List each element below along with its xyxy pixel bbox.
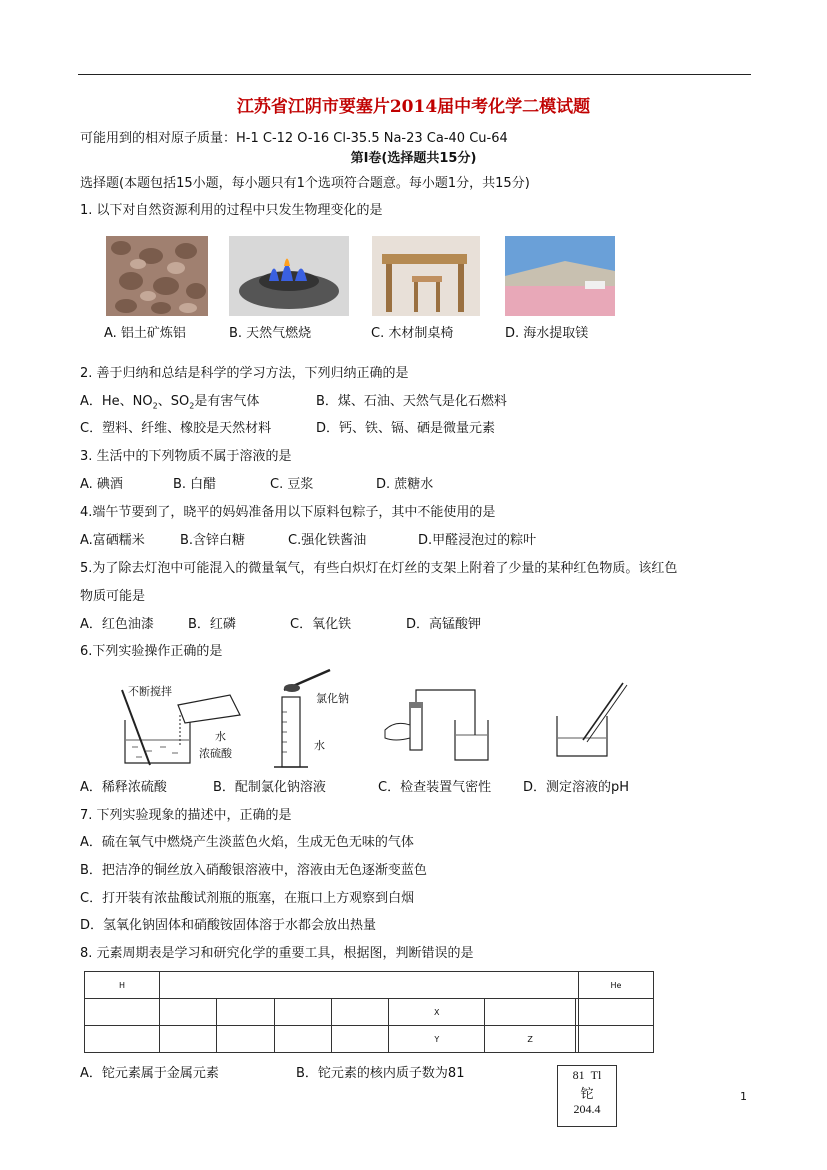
- q1-caption-c: C. 木材制桌椅: [371, 326, 454, 341]
- pt-cell: [85, 999, 160, 1026]
- q1-caption-a: A. 铝土矿炼铝: [104, 326, 186, 341]
- pt-cell-gap: [159, 972, 578, 999]
- q6-option-a: A．稀释浓硫酸: [80, 780, 167, 795]
- stir-label: 不断搅拌: [128, 685, 172, 698]
- q4-option-b: B.含锌白糖: [180, 533, 246, 548]
- section-title: 第Ⅰ卷(选择题共15分): [350, 151, 477, 166]
- q2-a-mid: 、SO: [157, 394, 190, 409]
- q5-option-c: C．氧化铁: [290, 617, 352, 632]
- thallium-symbol: Tl: [590, 1068, 602, 1082]
- q2-a-sub2: 2: [189, 401, 195, 411]
- instructions: 选择题(本题包括15小题，每小题只有1个选项符合题意。每小题1分，共15分): [80, 176, 530, 191]
- acid-label: 浓硫酸: [199, 747, 232, 760]
- q7-option-c: C．打开装有浓盐酸试剂瓶的瓶塞，在瓶口上方观察到白烟: [80, 891, 415, 906]
- q8-option-a: A．铊元素属于金属元素: [80, 1066, 219, 1081]
- pt-cell: [217, 1026, 274, 1053]
- q3-option-d: D. 蔗糖水: [376, 477, 434, 492]
- bauxite-photo: [106, 236, 208, 316]
- pt-cell: [578, 1026, 653, 1053]
- q4-option-a: A.富硒糯米: [80, 533, 145, 548]
- pt-cell-x: X: [389, 999, 485, 1026]
- pt-cell: [159, 999, 216, 1026]
- q2-a-suffix: 是有害气体: [194, 394, 260, 409]
- pt-cell-z: Z: [485, 1026, 575, 1053]
- thallium-mass: 204.4: [573, 1102, 601, 1116]
- q7-option-d: D．氢氧化钠固体和硝酸铵固体溶于水都会放出热量: [80, 918, 377, 933]
- header-rule: [78, 74, 751, 75]
- wooden-furniture-photo: [372, 236, 480, 316]
- pt-cell: [217, 999, 274, 1026]
- q6-stem: 6.下列实验操作正确的是: [80, 644, 223, 659]
- q2-a-sub1: 2: [152, 401, 158, 411]
- water-label-a: 水: [215, 730, 226, 743]
- q5-stem-line1: 5.为了除去灯泡中可能混入的微量氧气，有些白炽灯在灯丝的支架上附着了少量的某种红色物质。该红色: [80, 561, 678, 576]
- q6-option-b: B．配制氯化钠溶液: [213, 780, 326, 795]
- nacl-cylinder-diagram: [270, 662, 350, 772]
- q2-option-a: [80, 390, 259, 411]
- q6-option-d: D．测定溶液的pH: [523, 780, 630, 795]
- q2-a-prefix: A．He、NO: [80, 394, 153, 409]
- q8-stem: 8. 元素周期表是学习和研究化学的重要工具，根据图，判断错误的是: [80, 946, 474, 961]
- pt-cell-he: He: [578, 972, 653, 999]
- q6-option-c: C．检查装置气密性: [378, 780, 492, 795]
- q2-stem: 2. 善于归纳和总结是科学的学习方法，下列归纳正确的是: [80, 366, 409, 381]
- q1-caption-d: D. 海水提取镁: [505, 326, 589, 341]
- q4-option-d: D.甲醛浸泡过的粽叶: [418, 533, 537, 548]
- q4-stem: 4.端午节要到了，晓平的妈妈准备用以下原料包粽子，其中不能使用的是: [80, 505, 496, 520]
- pt-cell-h: H: [85, 972, 160, 999]
- pt-cell: [274, 999, 331, 1026]
- nacl-label: 氯化钠: [316, 692, 349, 705]
- q1-caption-b: B. 天然气燃烧: [229, 326, 312, 341]
- thallium-number: 81: [572, 1068, 585, 1082]
- q3-option-c: C. 豆浆: [270, 477, 314, 492]
- q5-option-d: D．高锰酸钾: [406, 617, 482, 632]
- q1-stem: 1. 以下对自然资源利用的过程中只发生物理变化的是: [80, 203, 383, 218]
- periodic-table-fragment: [84, 971, 654, 1053]
- pt-cell: [274, 1026, 331, 1053]
- q2-option-c: C．塑料、纤维、橡胶是天然材料: [80, 421, 272, 436]
- q8-option-b: B．铊元素的核内质子数为81: [296, 1066, 465, 1081]
- pt-cell: [485, 999, 575, 1026]
- pt-cell: [85, 1026, 160, 1053]
- q4-option-c: C.强化铁酱油: [288, 533, 367, 548]
- seawater-photo: [505, 236, 615, 316]
- q2-option-b: B．煤、石油、天然气是化石燃料: [316, 394, 507, 409]
- q3-option-b: B. 白醋: [173, 477, 217, 492]
- page-title: 江苏省江阴市要塞片2014届中考化学二模试题: [236, 97, 591, 117]
- q5-stem-line2: 物质可能是: [80, 589, 146, 604]
- q7-option-a: A．硫在氧气中燃烧产生淡蓝色火焰，生成无色无味的气体: [80, 835, 414, 850]
- q5-option-b: B．红磷: [188, 617, 236, 632]
- thallium-name: 铊: [580, 1087, 594, 1102]
- gas-flame-photo: [229, 236, 349, 316]
- ph-test-diagram: [545, 678, 635, 768]
- pt-cell-y: Y: [389, 1026, 485, 1053]
- water-label-b: 水: [314, 739, 325, 752]
- q3-stem: 3. 生活中的下列物质不属于溶液的是: [80, 449, 292, 464]
- q5-option-a: A．红色油漆: [80, 617, 154, 632]
- q7-stem: 7. 下列实验现象的描述中，正确的是: [80, 808, 292, 823]
- thallium-element-box: [557, 1065, 617, 1127]
- atomic-masses: 可能用到的相对原子质量：H-1 C-12 O-16 Cl-35.5 Na-23 Ca-40 Cu-64: [80, 131, 508, 146]
- airtightness-diagram: [380, 680, 490, 770]
- pt-cell: [578, 999, 653, 1026]
- q2-option-d: D．钙、铁、镉、硒是微量元素: [316, 421, 496, 436]
- page-number: 1: [740, 1090, 747, 1103]
- q7-option-b: B．把洁净的铜丝放入硝酸银溶液中，溶液由无色逐渐变蓝色: [80, 863, 427, 878]
- pt-cell: [331, 1026, 388, 1053]
- pt-cell: [159, 1026, 216, 1053]
- pt-cell: [331, 999, 388, 1026]
- q3-option-a: A. 碘酒: [80, 477, 123, 492]
